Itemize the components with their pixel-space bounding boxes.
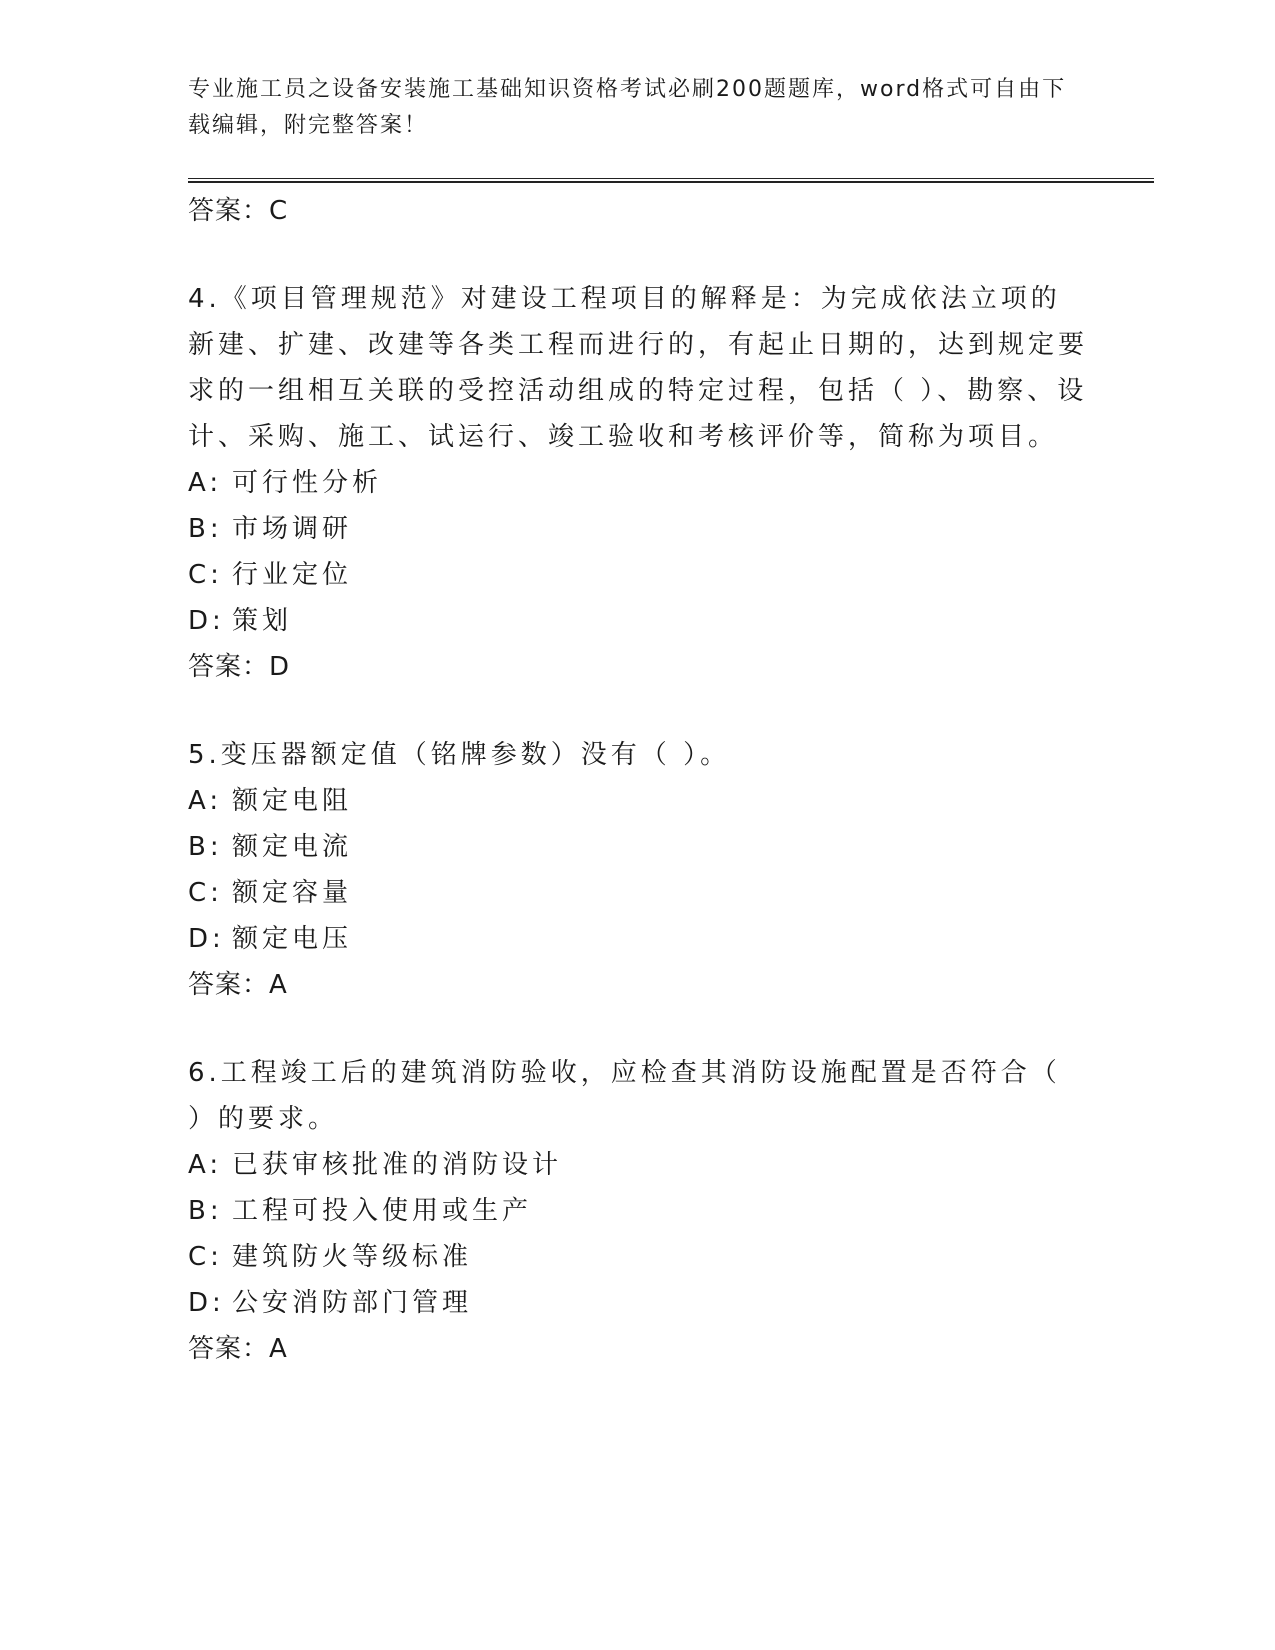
option-text: 市场调研 [232,514,353,544]
option-d [188,1280,1088,1326]
option-letter: C: [188,1242,223,1272]
question-list [188,188,1088,1372]
option-letter: D: [188,1288,225,1318]
option-letter: A: [188,1150,223,1180]
question-stem: 4.《项目管理规范》对建设工程项目的解释是：为完成依法立项的新建、扩建、改建等各类工程而进行的，有起止日期的，达到规定要求的一组相互关联的受控活动组成的特定过程，包括（ ）、勘察、设计、采购、施工、试运行、竣工验收和考核评价等，简称为项目。 [188,284,1089,452]
option-letter: D: [188,606,225,636]
answer-line: 答案：C [188,196,289,226]
answer-line: 答案：A [188,970,288,1000]
option-letter: B: [188,514,223,544]
option-text: 策划 [232,606,293,636]
spacer [188,690,1088,732]
option-text: 行业定位 [232,560,353,590]
option-text: 额定电流 [232,832,353,862]
option-c [188,870,1088,916]
option-letter: C: [188,560,223,590]
option-letter: A: [188,468,223,498]
option-text: 已获审核批准的消防设计 [232,1150,563,1180]
option-a [188,1142,1088,1188]
spacer [188,234,1088,276]
option-text: 额定容量 [232,878,353,908]
option-b [188,1188,1088,1234]
option-text: 公安消防部门管理 [232,1288,473,1318]
option-text: 可行性分析 [232,468,383,498]
option-letter: D: [188,924,225,954]
header-divider-thick [188,181,1154,183]
option-c [188,1234,1088,1280]
option-d [188,598,1088,644]
header-divider-thin [188,178,1154,179]
option-a [188,460,1088,506]
option-a [188,778,1088,824]
option-text: 额定电阻 [232,786,353,816]
document-header-title: 专业施工员之设备安装施工基础知识资格考试必刷200题题库，word格式可自由下载编辑，附完整答案！ [188,77,1067,138]
option-letter: A: [188,786,223,816]
spacer [188,1008,1088,1050]
question-stem: 5.变压器额定值（铭牌参数）没有（ ）。 [188,740,731,770]
option-letter: B: [188,1196,223,1226]
option-text: 额定电压 [232,924,353,954]
option-c [188,552,1088,598]
option-text: 工程可投入使用或生产 [232,1196,533,1226]
option-b [188,506,1088,552]
option-letter: B: [188,832,223,862]
option-d [188,916,1088,962]
answer-line: 答案：D [188,652,291,682]
option-b [188,824,1088,870]
option-letter: C: [188,878,223,908]
question-stem: 6.工程竣工后的建筑消防验收，应检查其消防设施配置是否符合（ ）的要求。 [188,1058,1061,1134]
answer-line: 答案：A [188,1334,288,1364]
option-text: 建筑防火等级标准 [232,1242,473,1272]
